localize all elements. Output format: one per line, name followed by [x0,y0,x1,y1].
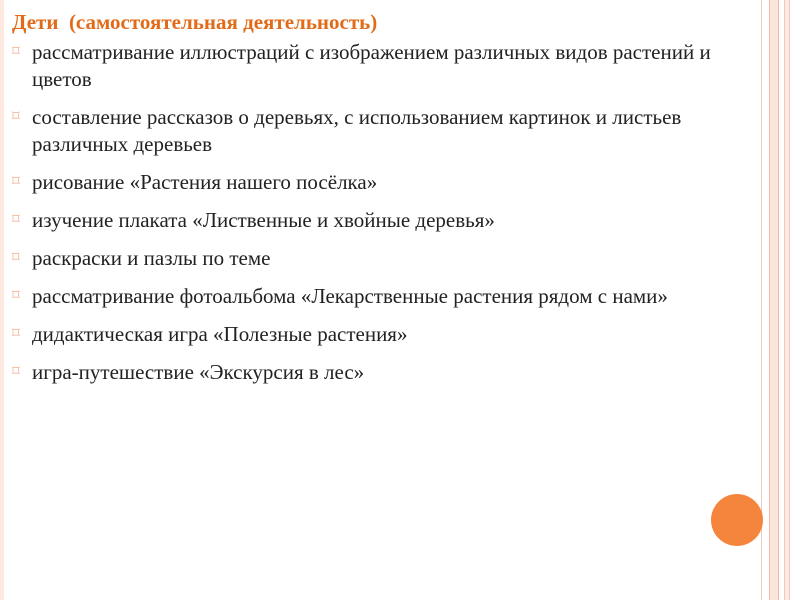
bullet-item [12,169,772,196]
bullet-marker-icon: ⌑ [12,174,20,190]
bullet-text: дидактическая игра «Полезные растения» [32,322,408,346]
bullet-text: игра-путешествие «Экскурсия в лес» [32,360,365,384]
accent-circle [711,494,763,546]
slide-content [12,8,772,397]
bullet-item [12,283,772,310]
bullet-item [12,359,772,386]
slide-title: Дети (самостоятельная деятельность) [12,10,378,34]
bullet-text: раскраски и пазлы по теме [32,246,271,270]
bullet-marker-icon: ⌑ [12,250,20,266]
bullet-text: рассматривание иллюстраций с изображением различных видов растений и цветов [32,40,711,91]
bullet-text: рассматривание фотоальбома «Лекарственные растения рядом с нами» [32,284,668,308]
bullet-marker-icon: ⌑ [12,364,20,380]
bullet-marker-icon: ⌑ [12,44,20,60]
bullet-marker-icon: ⌑ [12,109,20,125]
bullet-list [12,39,772,386]
bullet-marker-icon: ⌑ [12,212,20,228]
bullet-item [12,321,772,348]
bullet-marker-icon: ⌑ [12,288,20,304]
bullet-marker-icon: ⌑ [12,326,20,342]
left-border-decoration [0,0,4,600]
bullet-item [12,245,772,272]
bullet-item [12,207,772,234]
bullet-text: составление рассказов о деревьях, с использованием картинок и листьев различных деревьев [32,105,682,156]
bullet-text: изучение плаката «Лиственные и хвойные деревья» [32,208,495,232]
bullet-item [12,104,772,158]
bullet-text: рисование «Растения нашего посёлка» [32,170,378,194]
border-stripe-outer [784,0,790,600]
bullet-item [12,39,772,93]
